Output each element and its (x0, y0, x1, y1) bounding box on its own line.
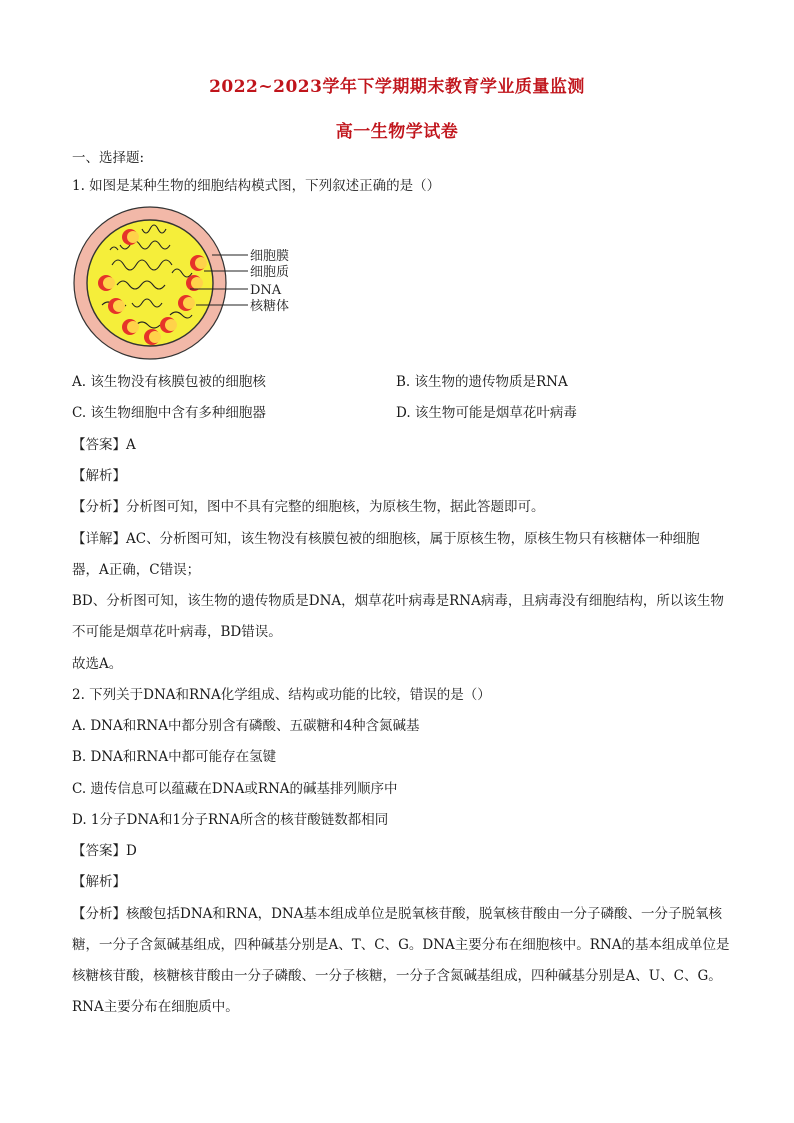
q1-option-d: D. 该生物可能是烟草花叶病毒 (396, 405, 577, 421)
q2-analysis-label: 【解析】 (72, 874, 126, 890)
q1-option-a: A. 该生物没有核膜包被的细胞核 (72, 374, 266, 390)
q2-option-d: D. 1分子DNA和1分子RNA所含的核苷酸链数都相同 (72, 812, 389, 828)
q2-answer: 【答案】D (72, 843, 137, 859)
q2-option-a: A. DNA和RNA中都分别含有磷酸、五碳糖和4种含氮碱基 (72, 718, 420, 734)
q1-fenxi: 【分析】分析图可知，图中不具有完整的细胞核，为原核生物，据此答题即可。 (72, 499, 545, 515)
q1-option-c: C. 该生物细胞中含有多种细胞器 (72, 405, 266, 421)
label-cytoplasm: 细胞质 (250, 265, 290, 280)
q2-fenxi-line1: 【分析】核酸包括DNA和RNA，DNA基本组成单位是脱氧核苷酸，脱氧核苷酸由一分子磷酸、一分子脱氧核 (72, 906, 722, 922)
q1-xiangjie-line4: 不可能是烟草花叶病毒，BD错误。 (72, 624, 282, 640)
exam-subtitle: 高一生物学试卷 (335, 122, 459, 142)
q1-xiangjie-line1: 【详解】AC、分析图可知，该生物没有核膜包被的细胞核，属于原核生物，原核生物只有核糖体一种细胞 (72, 531, 700, 547)
q1-option-b: B. 该生物的遗传物质是RNA (396, 374, 568, 390)
q1-xiangjie-line3: BD、分析图可知，该生物的遗传物质是DNA，烟草花叶病毒是RNA病毒，且病毒没有细胞结构，所以该生物 (72, 593, 724, 609)
exam-title: 2022~2023学年下学期期末教育学业质量监测 (209, 77, 585, 97)
label-ribosome: 核糖体 (250, 299, 290, 314)
q1-conclusion: 故选A。 (72, 656, 123, 672)
q1-stem: 1. 如图是某种生物的细胞结构模式图，下列叙述正确的是（） (72, 178, 441, 194)
q1-analysis-label: 【解析】 (72, 468, 126, 484)
q2-fenxi-line4: RNA主要分布在细胞质中。 (72, 999, 239, 1015)
cell-structure-figure (72, 205, 332, 365)
section-heading: 一、选择题: (72, 150, 145, 166)
q2-option-c: C. 遗传信息可以蕴藏在DNA或RNA的碱基排列顺序中 (72, 781, 398, 797)
q1-answer: 【答案】A (72, 437, 136, 453)
label-dna: DNA (250, 283, 282, 298)
q2-option-b: B. DNA和RNA中都可能存在氢键 (72, 749, 277, 765)
q2-fenxi-line2: 糖，一分子含氮碱基组成，四种碱基分别是A、T、C、G。DNA主要分布在细胞核中。RNA的基本组成单位是 (72, 937, 730, 953)
q2-fenxi-line3: 核糖核苷酸，核糖核苷酸由一分子磷酸、一分子核糖，一分子含氮碱基组成，四种碱基分别是A、U、C、G。 (72, 968, 722, 984)
q1-xiangjie-line2: 器，A正确，C错误； (72, 562, 201, 578)
q2-stem: 2. 下列关于DNA和RNA化学组成、结构或功能的比较，错误的是（） (72, 687, 491, 703)
label-cell-membrane: 细胞膜 (250, 249, 290, 264)
